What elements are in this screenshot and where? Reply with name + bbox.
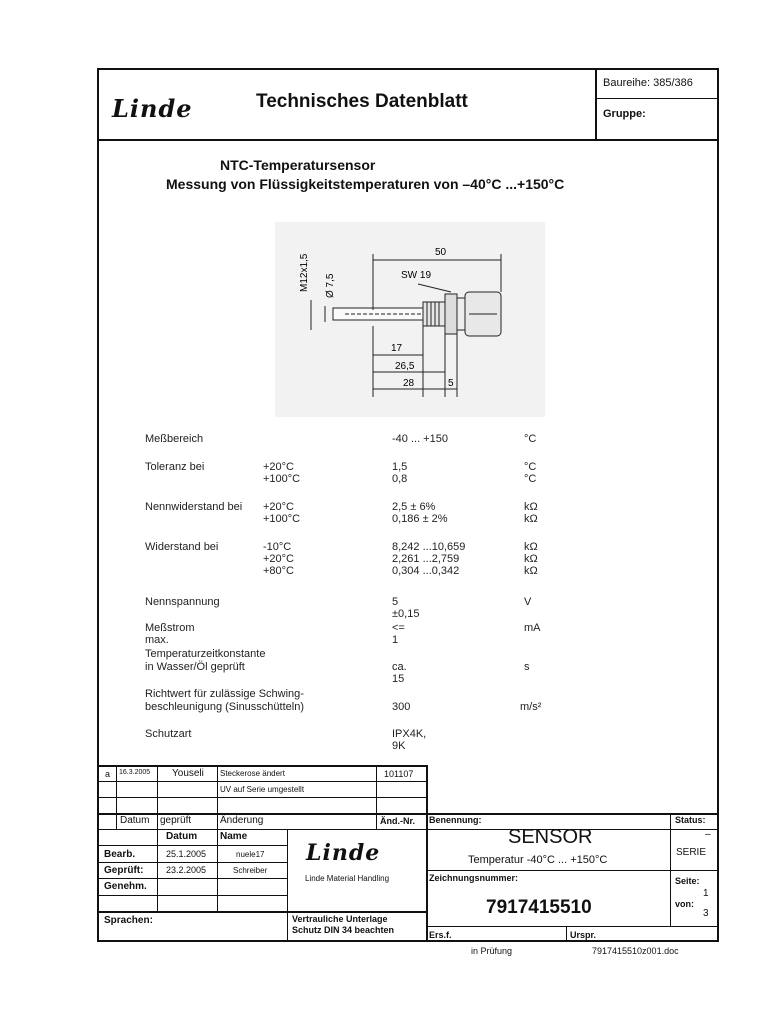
spec-unit: m/s² (520, 701, 542, 713)
rev-col-geprueft: geprüft (160, 815, 192, 826)
tb-geprueft-date: 23.2.2005 (166, 865, 207, 875)
page-title: Technisches Datenblatt (256, 91, 468, 112)
rev-date: 16.3.2005 (119, 769, 151, 776)
spec-value: 1,5 (392, 461, 408, 473)
spec-unit: kΩ (524, 541, 538, 553)
rev-name: Youseli (172, 768, 204, 779)
tb-confidential-1: Vertrauliche Unterlage (292, 914, 388, 924)
rev-col-datum: Datum (120, 815, 150, 826)
spec-cond: -10°C (263, 541, 292, 553)
spec-unit: s (524, 661, 530, 673)
spec-label: Meßstrom max. (145, 622, 195, 646)
tb-col-name: Name (220, 831, 248, 842)
tb-zeichnung-label: Zeichnungsnummer: (429, 873, 519, 883)
sensor-drawing (275, 222, 545, 417)
rev-col-aenderung: Änderung (220, 815, 264, 826)
dim-diameter: Ø 7,5 (325, 273, 336, 298)
spec-label: Nennwiderstand bei (145, 501, 243, 513)
dim-17: 17 (391, 343, 403, 354)
spec-label: Meßbereich (145, 433, 204, 445)
dim-total: 50 (435, 247, 447, 258)
sensor-subheading: Messung von Flüssigkeitstemperaturen von –40°C ...+150°C (166, 176, 565, 192)
spec-value: 5 ±0,15 (392, 596, 420, 620)
tb-col-datum: Datum (166, 831, 198, 842)
side-timestamp (0, 830, 1, 921)
spec-label: Schutzart (145, 728, 192, 740)
tb-erst-label: Ers.f. (429, 930, 452, 940)
tb-status-label: Status: (675, 815, 706, 825)
spec-value: IPX4K, 9K (392, 728, 427, 752)
spec-value: 2,261 ...2,759 (392, 553, 460, 565)
rev-change-1: Steckerose ändert (220, 769, 285, 778)
spec-value: -40 ... +150 (392, 433, 448, 445)
spec-value: 0,304 ...0,342 (392, 565, 460, 577)
tb-geprueft-name: Schreiber (233, 866, 268, 875)
spec-unit: V (524, 596, 532, 608)
spec-cond: +20°C (263, 553, 295, 565)
tb-von: 3 (703, 908, 709, 919)
spec-cond: +80°C (263, 565, 295, 577)
spec-value: ca. 15 (392, 661, 407, 685)
tb-benennung: SENSOR (508, 826, 593, 848)
spec-cond: +20°C (263, 501, 295, 513)
spec-unit: °C (524, 473, 537, 485)
dim-5: 5 (448, 378, 454, 389)
spec-label: Temperaturzeitkonstante (145, 648, 266, 660)
spec-unit: °C (524, 461, 537, 473)
tb-genehm: Genehm. (104, 881, 147, 892)
tb-von-label: von: (675, 899, 694, 909)
rev-letter: a (105, 769, 111, 779)
spec-unit: kΩ (524, 565, 538, 577)
spec-label: beschleunigung (Sinusschütteln) (145, 701, 304, 713)
linde-logo: Linde (112, 94, 193, 123)
tb-zeichnung: 7917415510 (486, 897, 592, 918)
tb-status: SERIE (676, 847, 707, 858)
spec-value: <= 1 (392, 622, 405, 646)
tb-geprueft: Geprüft: (104, 865, 144, 876)
rev-change-2: UV auf Serie umgestellt (220, 785, 305, 794)
spec-unit: kΩ (524, 553, 538, 565)
dim-28: 28 (403, 378, 415, 389)
spec-value: 2,5 ± 6% (392, 501, 436, 513)
spec-label: Toleranz bei (145, 461, 205, 473)
spec-unit: kΩ (524, 501, 538, 513)
footer-status: in Prüfung (471, 946, 513, 956)
dim-sw: SW 19 (401, 270, 432, 281)
tb-company: Linde Material Handling (305, 874, 390, 883)
footer-filename: 7917415510z001.doc (592, 946, 679, 956)
tb-bearb: Bearb. (104, 849, 136, 860)
tb-bearb-date: 25.1.2005 (166, 849, 207, 859)
spec-unit: °C (524, 433, 537, 445)
sensor-heading: NTC-Temperatursensor (220, 157, 376, 173)
spec-label: Nennspannung (145, 596, 220, 608)
spec-cond: +100°C (263, 473, 301, 485)
tb-benennung-sub: Temperatur -40°C ... +150°C (468, 854, 608, 866)
tb-confidential-2: Schutz DIN 34 beachten (292, 925, 395, 935)
spec-label: Richtwert für zulässige Schwing- (145, 688, 304, 700)
tb-status-dash: – (705, 829, 711, 840)
tb-seite: 1 (703, 888, 709, 899)
spec-value: 300 (392, 701, 411, 713)
spec-value: 0,186 ± 2% (392, 513, 448, 525)
tb-seite-label: Seite: (675, 876, 700, 886)
spec-value: 8,242 ...10,659 (392, 541, 466, 553)
spec-label: Widerstand bei (145, 541, 219, 553)
tb-bearb-name: nuele17 (236, 850, 265, 859)
spec-unit: kΩ (524, 513, 538, 525)
dim-thread: M12x1,5 (299, 253, 310, 292)
tb-sprachen: Sprachen: (104, 915, 153, 926)
tb-linde-logo: Linde (306, 840, 381, 866)
spec-label: in Wasser/Öl geprüft (145, 661, 245, 673)
dim-26: 26,5 (395, 361, 415, 372)
spec-unit: mA (524, 622, 541, 634)
tb-urspr-label: Urspr. (570, 930, 597, 940)
rev-number: 101107 (384, 769, 414, 779)
tb-benennung-label: Benennung: (429, 815, 482, 825)
gruppe-label: Gruppe: (603, 108, 646, 120)
baureihe-label: Baureihe: 385/386 (603, 77, 693, 89)
spec-value: 0,8 (392, 473, 408, 485)
rev-col-aendnr: Änd.-Nr. (380, 816, 415, 826)
spec-cond: +100°C (263, 513, 301, 525)
spec-cond: +20°C (263, 461, 295, 473)
